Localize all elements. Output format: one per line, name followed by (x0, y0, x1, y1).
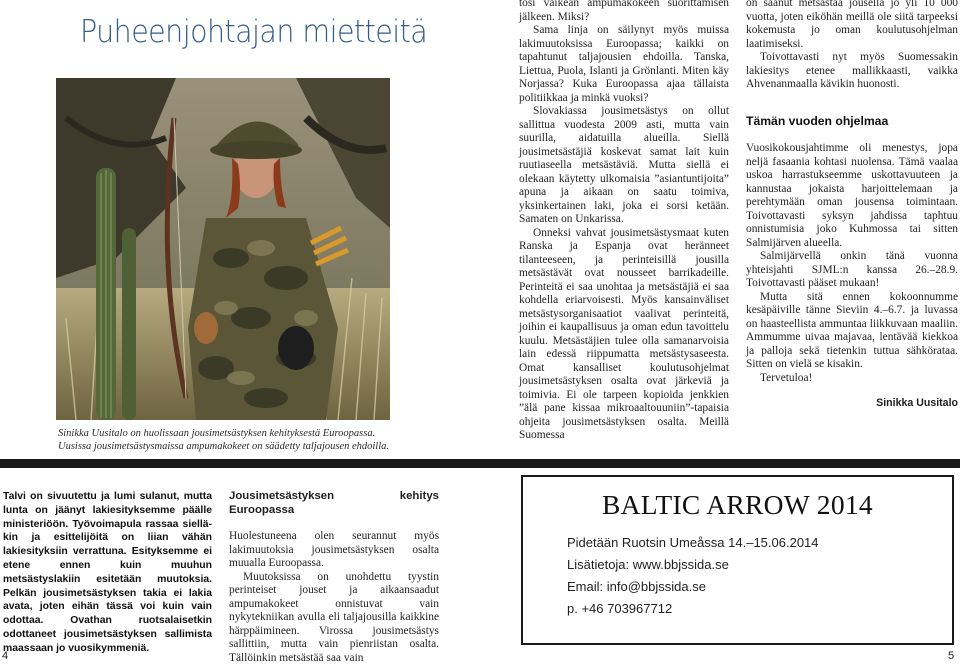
paragraph: tosi vaikean ampumakokeen suorittamisen jälkeen. Miksi? (519, 0, 729, 24)
event-location: Pidetään Ruotsin Umeåssa 14.–15.06.2014 (567, 535, 819, 550)
event-website: Lisätietoja: www.bbjssida.se (567, 557, 729, 572)
page-divider (0, 459, 960, 468)
event-title: BALTIC ARROW 2014 (523, 489, 952, 521)
photo-caption: Sinikka Uusitalo on huolissaan jousimetsästyksen kehityksestä Euroopassa. Uusissa jousimetsästysmaissa ampumakokeet on säädetty taljajousen ehdoilla. (58, 428, 408, 453)
paragraph: Toivottavasti nyt myös Suomessakin lakiesitys etenee mallikkaasti, vaikka Ahvenanmaalla kävikin huonosti. (746, 51, 958, 92)
paragraph: Sama linja on säilynyt myös muissa lakimuutoksissa Euroopassa; kaikki on tapahtunut taljajousien ehdoilla. Tanska, Liettua, Puola, Islanti ja Grönlanti. Miten käy Norjassa? Kuka Euroopassa ajaa tällaista politiikkaa ja minkä vuoksi? (519, 24, 729, 105)
page-title: Puheenjohtajan mietteitä (80, 14, 427, 50)
event-phone: p. +46 703967712 (567, 601, 672, 616)
paragraph: Tervetuloa! (746, 372, 958, 386)
article-column-right (746, 0, 958, 411)
paragraph: Mutta sitä ennen kokoonnumme kesäpäiville tänne Sieviin 4.–6.7. ja luvassa on haasteellista ammuntaa liikkuvaan maaliin. Ammumme uivaa majavaa, lentävää kiekkoa ja palloja sekä tietenkin tuttua sähkörataa. Sitten on vielä se kisakin. (746, 291, 958, 372)
paragraph: Huolestuneena olen seurannut myös lakimuutoksia jousimetsästyksen osalta muualla Euroopassa. (229, 530, 439, 571)
event-email: Email: info@bbjssida.se (567, 579, 706, 594)
paragraph: Vuosikokousjahtimme oli menestys, jopa neljä fasaania kohtasi nuolensa. Tämä vaalaa uskoa harrastukseemme uskottavuuteen ja kannustaa jokaista harjoittelemaan ja perehtymään oman jousensa toimintaan. Toivottavasti syksyn jahdissa taphtuu onnistumisia joko Kuhmossa tai sitten Salmijärven alueella. (746, 142, 958, 250)
author-signature: Sinikka Uusitalo (746, 397, 958, 411)
paragraph: on saanut metsästää jousella jo yli 10 000 vuotta, joten eiköhän meillä ole siitä tarpeeksi kokemusta jo oman koulutusohjelman laatimiseksi. (746, 0, 958, 51)
section-heading: Tämän vuoden ohjelmaa (746, 115, 958, 129)
paragraph: Salmijärvellä onkin tänä vuonna yhteisjahti SJML:n kanssa 26.–28.9. Toivottavasti pääset mukaan! (746, 250, 958, 291)
intro-bold-text: Talvi on sivuutettu ja lumi sulanut, mutta lunta on jäänyt lakiesityksemme päälle ministeriöön. Työvoimapula rassaa siellä-kin ja esittelijöitä on liian vähän lakiesityksiin verrattuna. Esityksemme ei etene ennen kuin muuhun metsästyslakiin esitetään muutoksia. Pelkän jousimetsästyksen takia ei lakia avata, joten eihän tässä voi kuin vain odottaa. Ovathan ruotsalaisetkin odottaneet jousimetsästyksen sallimista maassaan jo vuosikymmeniä. (3, 490, 212, 656)
article-heading: Jousimetsästyksen kehitys Euroopassa (229, 490, 439, 517)
paragraph: Onneksi vahvat jousimetsästysmaat kuten Ranska ja Espanja ovat heränneet tilanteeseen, ja perinteisillä jousilla metsästävät ovat nousseet barrikadeille. Perinteitä ei saa unohtaa ja metsästäjiä ei saa kohdella eriarvoisesti. Myös kansainväliset metsästysorganisaatiot vaalivat perinteitä, joihin ei kaupallisuus ja oman edun tavoittelu kuulu. Metsästäjien tulee olla samanarvoisia lain edessä riippumatta metsästysaseesta. Omat kansalliset koulutusohjelmat jousimetsästyksen osalta ovat järkeviä ja toimivia. Ei ole tarpeen kopioida jenkkien ”älä pane kissaa mikroaaltouuniin”-tapaisia ohjeita jousimetsästyksen osalta. Meillä Suomessa (519, 227, 729, 443)
article-start (229, 490, 439, 665)
hunter-photo (56, 78, 390, 420)
page-number-right: 5 (948, 650, 954, 662)
event-ad-box (521, 475, 954, 645)
paragraph: Slovakiassa jousimetsästys on ollut sallittua vuodesta 2009 asti, mutta vain suurilla, aidatuilla alueilla. Siellä jousimetsästäjiä koskevat samat lait kuin ruutiaseella metsästäviä. Mutta siellä ei olekaan käytetty ulkomaisia ”asiantuntijoita” apuna ja aikaan on saatu toimiva, yksinkertainen laki, joka ei sorsi ketään. Samaten on Unkarissa. (519, 105, 729, 227)
article-column-middle (519, 0, 729, 443)
page-number-left: 4 (2, 650, 8, 662)
paragraph: Muutoksissa on unohdettu tyystin perinteiset jouset ja aikaansaadut ampumakokeet onnistuvat vain nykytekniikan avulla eli taljajousilla kaikkine härppäimineen. Virossa jousimetsästys sallittiin, mutta vain pienriistan osalta. Tällöinkin metsästää saa vain (229, 571, 439, 665)
